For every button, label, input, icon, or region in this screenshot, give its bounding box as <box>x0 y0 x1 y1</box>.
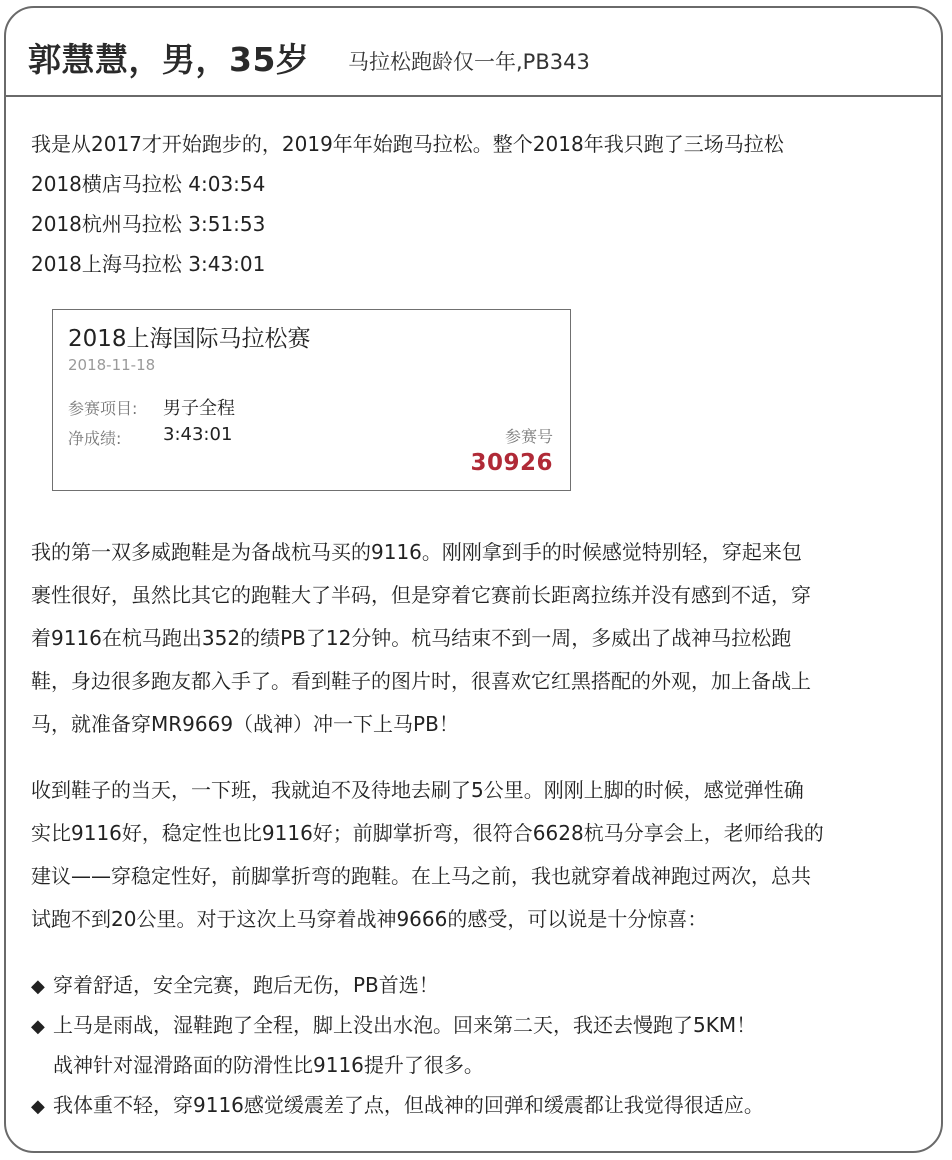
profile-card <box>4 6 943 1153</box>
bullet-text: 上马是雨战，湿鞋跑了全程，脚上没出水泡。回来第二天，我还去慢跑了5KM！ <box>53 1013 757 1037</box>
intro-text: 我是从2017才开始跑步的，2019年年始跑马拉松。整个2018年我只跑了三场马拉松 <box>31 132 784 156</box>
paragraph2-line: 实比9116好，稳定性也比9116好；前脚掌折弯，很符合6628杭马分享会上，老师给我的 <box>31 821 824 845</box>
net-time-value: 3:43:01 <box>163 424 233 445</box>
diamond-bullet-icon: ◆ <box>31 976 45 997</box>
bullet-continuation: 战神针对湿滑路面的防滑性比9116提升了很多。 <box>53 1053 484 1077</box>
category-value: 男子全程 <box>163 398 235 419</box>
diamond-bullet-icon: ◆ <box>31 1016 45 1037</box>
diamond-bullet-icon: ◆ <box>31 1096 45 1117</box>
bullet-item <box>31 1093 764 1119</box>
bullet-item <box>31 973 439 999</box>
paragraph2-line: 试跑不到20公里。对于这次上马穿着战神9666的感受，可以说是十分惊喜： <box>31 907 708 931</box>
bullet-item <box>31 1013 756 1039</box>
paragraph2-line: 收到鞋子的当天，一下班，我就迫不及待地去刷了5公里。刚刚上脚的时候，感觉弹性确 <box>31 778 804 802</box>
net-time-label: 净成绩: <box>68 429 122 448</box>
bib-label: 参赛号 <box>504 427 553 446</box>
paragraph1-line: 马，就准备穿MR9669（战神）冲一下上马PB！ <box>31 712 459 736</box>
runner-name-title: 郭慧慧，男，35岁 <box>28 40 310 79</box>
bib-number: 30926 <box>470 450 553 476</box>
race-certificate-card <box>52 309 571 491</box>
paragraph1-line: 我的第一双多威跑鞋是为备战杭马买的9116。刚刚拿到手的时候感觉特别轻，穿起来包 <box>31 540 802 564</box>
category-label: 参赛项目: <box>68 399 138 418</box>
paragraph2-line: 建议——穿稳定性好，前脚掌折弯的跑鞋。在上马之前，我也就穿着战神跑过两次，总共 <box>31 864 811 888</box>
runner-subtitle: 马拉松跑龄仅一年,PB343 <box>348 50 590 74</box>
bullet-text: 我体重不轻，穿9116感觉缓震差了点，但战神的回弹和缓震都让我觉得很适应。 <box>53 1093 764 1117</box>
paragraph1-line: 着9116在杭马跑出352的绩PB了12分钟。杭马结束不到一周，多威出了战神马拉松跑 <box>31 626 792 650</box>
race-result-hengdian: 2018横店马拉松 4:03:54 <box>31 172 266 196</box>
race-date: 2018-11-18 <box>68 356 156 374</box>
race-result-shanghai: 2018上海马拉松 3:43:01 <box>31 252 266 276</box>
paragraph1-line: 裹性很好，虽然比其它的跑鞋大了半码，但是穿着它赛前长距离拉练并没有感到不适，穿 <box>31 583 811 607</box>
race-certificate-title: 2018上海国际马拉松赛 <box>68 326 311 352</box>
card-header <box>6 8 941 97</box>
bullet-text: 穿着舒适，安全完赛，跑后无伤，PB首选！ <box>53 973 439 997</box>
race-result-hangzhou: 2018杭州马拉松 3:51:53 <box>31 212 266 236</box>
paragraph1-line: 鞋，身边很多跑友都入手了。看到鞋子的图片时，很喜欢它红黑搭配的外观，加上备战上 <box>31 669 811 693</box>
